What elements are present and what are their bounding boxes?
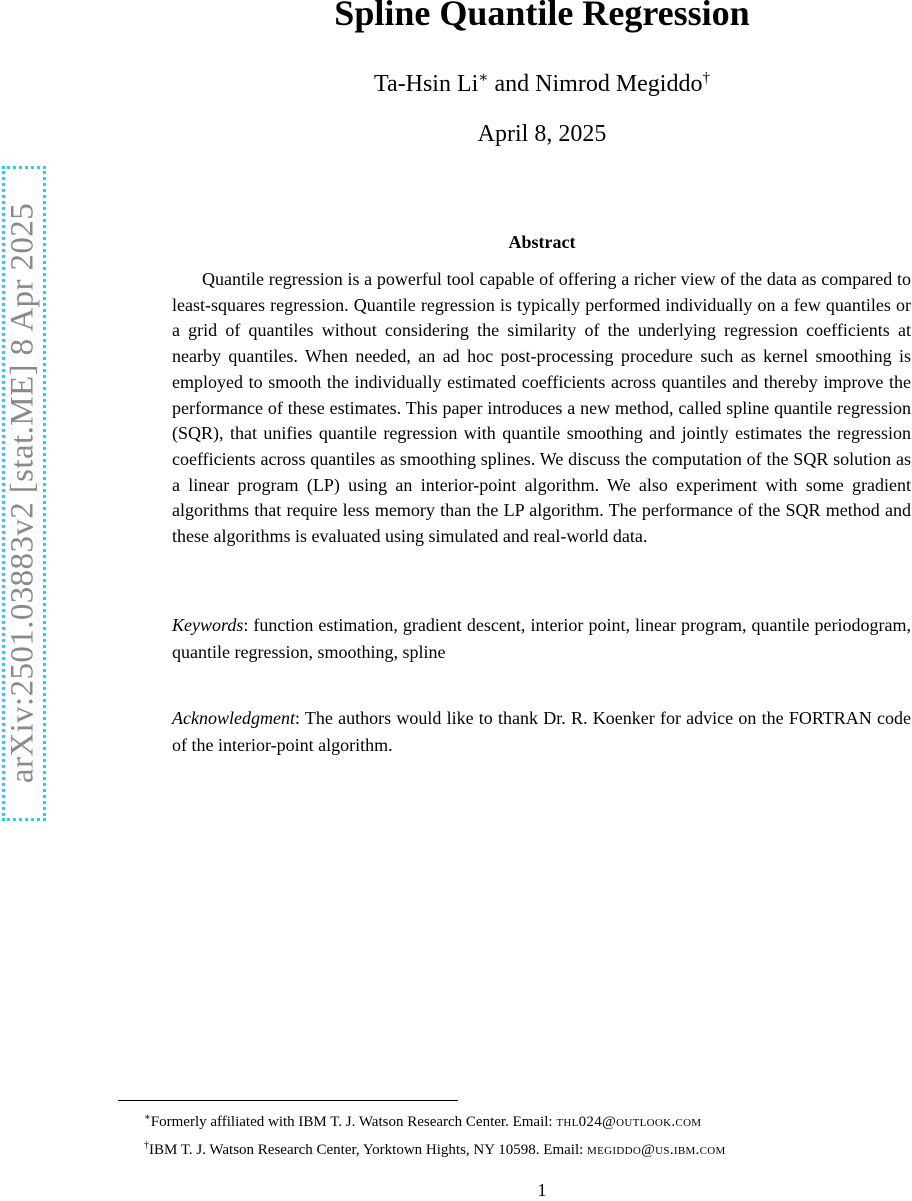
paper-title: Spline Quantile Regression bbox=[334, 0, 750, 33]
footnotes bbox=[144, 1106, 904, 1162]
footnote-2-email-link[interactable]: megiddo@us.ibm.com bbox=[587, 1142, 726, 1158]
paper-date: April 8, 2025 bbox=[477, 121, 607, 147]
page-number: 1 bbox=[537, 1180, 547, 1200]
footnote-1-email-link[interactable]: thl024@outlook.com bbox=[556, 1114, 702, 1130]
acknowledgment-paragraph bbox=[172, 705, 911, 759]
author-megiddo: Nimrod Megiddo bbox=[535, 71, 703, 97]
footnote-1-mark: ∗ bbox=[144, 1112, 151, 1123]
abstract-heading: Abstract bbox=[508, 232, 576, 252]
footnote-rule bbox=[118, 1100, 458, 1101]
author-megiddo-footnote-mark[interactable]: † bbox=[702, 70, 710, 86]
footnote-2 bbox=[144, 1134, 904, 1162]
abstract-body: Quantile regression is a powerful tool capable of offering a richer view of the data as compared to least-squares regression. Quantile regression is typically performed individually on a few quantiles or a grid of quantiles without considering the similarity of the underlying regression coefficients at nearby quantiles. When needed, an ad hoc post-processing procedure such as kernel smoothing is employed to smooth the individually estimated coefficients across quantiles and thereby improve the performance of these estimates. This paper introduces a new method, called spline quantile regression (SQR), that unifies quantile regression with quantile smoothing and jointly estimates the regression coefficients across quantiles as smoothing splines. We discuss the computation of the SQR solution as a linear program (LP) using an interior-point algorithm. We also experiment with some gradient algorithms that require less memory than the LP algorithm. The performance of the SQR method and these algorithms is evaluated using simulated and real-world data. bbox=[172, 269, 911, 547]
arxiv-stamp-text[interactable]: arXiv:2501.03883v2 [stat.ME] 8 Apr 2025 bbox=[4, 202, 41, 784]
acknowledgment-separator: : bbox=[294, 708, 305, 728]
author-li: Ta-Hsin Li bbox=[374, 71, 479, 97]
author-connector: and bbox=[488, 71, 536, 97]
footnote-1-text: Formerly affiliated with IBM T. J. Watson Research Center. Email: bbox=[150, 1114, 557, 1130]
keywords-separator: : bbox=[243, 615, 254, 635]
footnote-2-mark: † bbox=[144, 1140, 149, 1151]
author-line bbox=[0, 68, 912, 98]
acknowledgment-label: Acknowledgment bbox=[172, 708, 295, 728]
footnote-2-text: IBM T. J. Watson Research Center, Yorktown Hights, NY 10598. Email: bbox=[149, 1142, 588, 1158]
acknowledgment-text: The authors would like to thank Dr. R. Koenker for advice on the FORTRAN code of the interior-point algorithm. bbox=[172, 708, 911, 755]
keywords-label: Keywords bbox=[172, 615, 244, 635]
keywords-text: function estimation, gradient descent, interior point, linear program, quantile periodogram, quantile regression, smoothing, spline bbox=[172, 615, 911, 662]
footnote-1 bbox=[144, 1106, 904, 1134]
keywords-paragraph bbox=[172, 612, 911, 666]
author-li-footnote-mark[interactable]: ∗ bbox=[478, 70, 489, 86]
